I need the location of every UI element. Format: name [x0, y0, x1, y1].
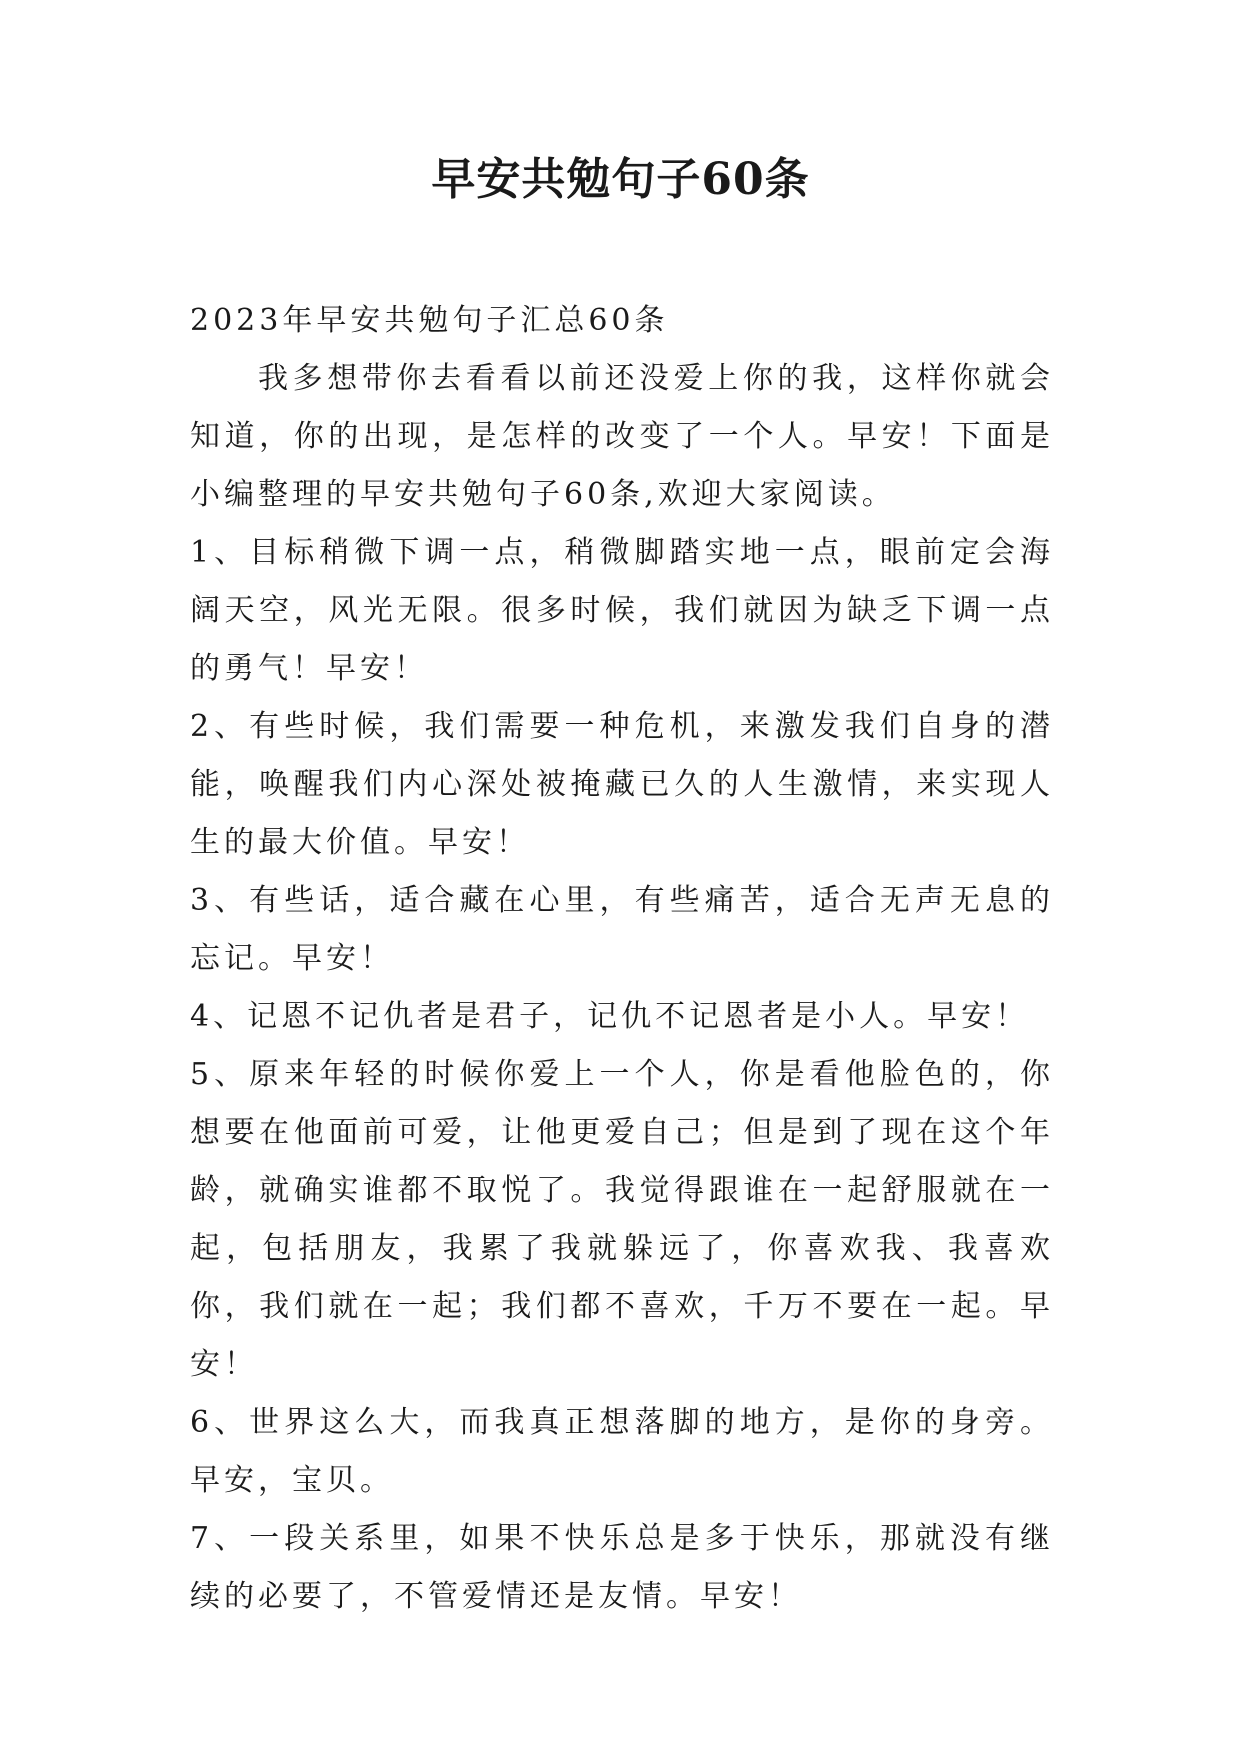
list-item: 3、有些话，适合藏在心里，有些痛苦，适合无声无息的忘记。早安！: [190, 883, 1054, 976]
document-subtitle: 2023年早安共勉句子汇总60条: [190, 303, 669, 338]
list-item: 5、原来年轻的时候你爱上一个人，你是看他脸色的，你想要在他面前可爱，让他更爱自己；但是到了现在这个年龄，就确实谁都不取悦了。我觉得跟谁在一起舒服就在一起，包括朋友，我累了我就躲远了，你喜欢我、我喜欢你，我们就在一起；我们都不喜欢，千万不要在一起。早安！: [190, 1057, 1054, 1382]
page-title: 早安共勉句子60条: [431, 154, 810, 205]
intro-paragraph: 我多想带你去看看以前还没爱上你的我，这样你就会知道，你的出现，是怎样的改变了一个人。早安！下面是小编整理的早安共勉句子60条,欢迎大家阅读。: [190, 361, 1054, 512]
list-item: 2、有些时候，我们需要一种危机，来激发我们自身的潜能，唤醒我们内心深处被掩藏已久的人生激情，来实现人生的最大价值。早安！: [190, 709, 1054, 860]
list-item: 7、一段关系里，如果不快乐总是多于快乐，那就没有继续的必要了，不管爱情还是友情。早安！: [190, 1521, 1054, 1614]
list-item: 4、记恩不记仇者是君子，记仇不记恩者是小人。早安！: [190, 999, 1030, 1034]
document-body: [190, 292, 1054, 1626]
list-item: 1、目标稍微下调一点，稍微脚踏实地一点，眼前定会海阔天空，风光无限。很多时候，我们就因为缺乏下调一点的勇气！早安！: [190, 535, 1054, 686]
list-item: 6、世界这么大，而我真正想落脚的地方，是你的身旁。早安，宝贝。: [190, 1405, 1054, 1498]
